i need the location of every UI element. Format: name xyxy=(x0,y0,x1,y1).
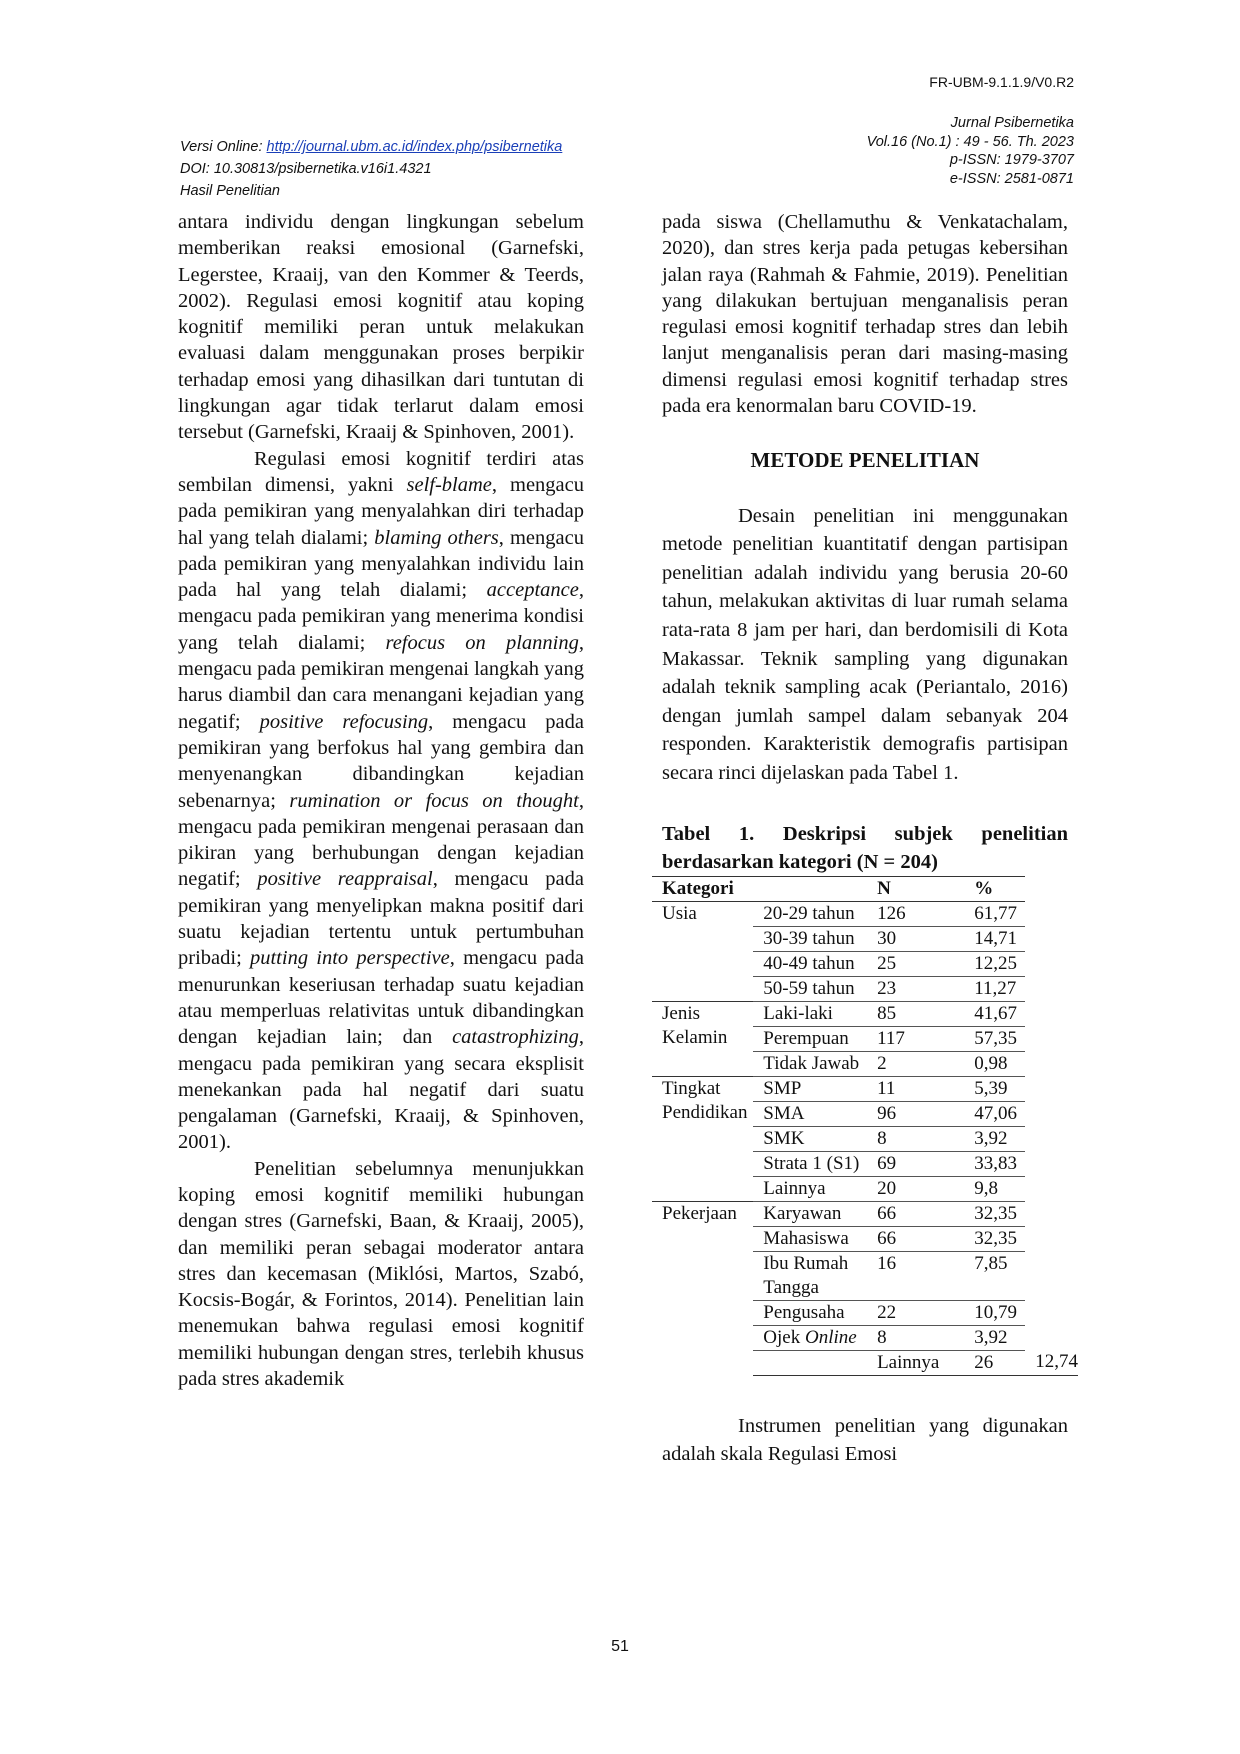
table-caption: Tabel 1. Deskripsi subjek penelitian berdasarkan kategori (N = 204) xyxy=(662,822,1068,873)
cell-pct: 33,83 xyxy=(964,1151,1025,1176)
cell-pct: 32,35 xyxy=(964,1226,1025,1251)
term-rumination: rumination or focus on thought xyxy=(289,789,579,812)
cell-n: 20 xyxy=(867,1176,964,1201)
cell-pct: 14,71 xyxy=(964,926,1025,951)
cell-pct: 5,39 xyxy=(964,1076,1025,1101)
cell-sub: 50-59 tahun xyxy=(753,976,867,1001)
version-label: Versi Online: xyxy=(180,139,267,155)
cell-sub: Strata 1 (S1) xyxy=(753,1151,867,1176)
header-left xyxy=(180,136,562,202)
article-type: Hasil Penelitian xyxy=(180,183,280,199)
left-paragraph-2: Regulasi emosi kognitif terdiri atas sembilan dimensi, yakni self-blame, mengacu pada pemikiran yang menyalahkan diri terhadap hal yang telah dialami; blaming others, mengacu pada pemikiran yang menyalahkan individu lain pada hal yang telah dialami; acceptance, mengacu pada pemikiran yang menerima kondisi yang telah dialami; refocus on planning, mengacu pada pemikiran mengenai langkah yang harus diambil dan cara menangani kejadian yang negatif; positive refocusing, mengacu pada pemikiran yang berfokus hal yang gembira dan menyenangkan dibandingkan kejadian sebenarnya; rumination or focus on thought, mengacu pada pemikiran mengenai perasaan dan pikiran yang berhubungan dengan kejadian negatif; positive reappraisal, mengacu pada pemikiran yang menyelipkan makna positif dari suatu kejadian tertentu untuk pertumbuhan pribadi; putting into perspective, mengacu pada menurunkan keseriusan terhadap suatu kejadian atau memperluas relativitas untuk dibandingkan dengan kejadian lain; dan catastrophizing, mengacu pada pemikiran yang secara eksplisit menekankan pada hal negatif dari suatu pengalaman (Garnefski, Kraaij, & Spinhoven, 2001). xyxy=(178,447,584,1154)
term-self-blame: self-blame xyxy=(406,473,492,496)
group-label: Pekerjaan xyxy=(652,1201,753,1375)
term-refocus-on-planning: refocus on planning xyxy=(385,631,579,654)
table-row xyxy=(652,901,1078,926)
cell-pct: 12,74 xyxy=(1025,1350,1078,1375)
cell-n: 66 xyxy=(867,1226,964,1251)
term-acceptance: acceptance xyxy=(486,579,579,602)
cell-pct: 9,8 xyxy=(964,1176,1025,1201)
cell-pct: 41,67 xyxy=(964,1001,1025,1026)
term-blaming-others: blaming others xyxy=(374,526,499,549)
cell-n: 30 xyxy=(867,926,964,951)
cell-n: 8 xyxy=(867,1325,964,1350)
e-issn: e-ISSN: 2581-0871 xyxy=(949,170,1074,187)
volume-info: Vol.16 (No.1) : 49 - 56. Th. 2023 xyxy=(866,133,1074,150)
form-code: FR-UBM-9.1.1.9/V0.R2 xyxy=(929,74,1074,90)
table-header-row xyxy=(652,876,1078,901)
cell-n: 23 xyxy=(867,976,964,1001)
cell-pct: 10,79 xyxy=(964,1300,1025,1325)
term-catastrophizing: catastrophizing xyxy=(452,1026,579,1049)
cell-sub: Karyawan xyxy=(753,1201,867,1226)
group-label: Usia xyxy=(652,901,753,1001)
cell-sub: 30-39 tahun xyxy=(753,926,867,951)
cell-sub: Lainnya xyxy=(867,1350,964,1375)
cell-sub: Ojek Online xyxy=(753,1325,867,1350)
term-positive-refocusing: positive refocusing xyxy=(259,710,429,733)
cell-n: 25 xyxy=(867,951,964,976)
cell-n: 69 xyxy=(867,1151,964,1176)
cell-n: 16 xyxy=(867,1251,964,1300)
header-kategori: Kategori xyxy=(652,876,867,901)
cell-pct: 61,77 xyxy=(964,901,1025,926)
right-column xyxy=(662,209,1078,1469)
cell-pct: 32,35 xyxy=(964,1201,1025,1226)
table-row xyxy=(652,1076,1078,1101)
cell-pct: 7,85 xyxy=(964,1251,1025,1300)
cell-sub: Mahasiswa xyxy=(753,1226,867,1251)
cell-sub: SMA xyxy=(753,1101,867,1126)
left-paragraph-1: antara individu dengan lingkungan sebelum memberikan reaksi emosional (Garnefski, Legerstee, Kraaij, van den Kommer & Teerds, 2002). Regulasi emosi kognitif atau koping kognitif memiliki peran untuk melakukan evaluasi dalam menggunakan proses berpikir terhadap emosi yang dihasilkan dari tuntutan di lingkungan agar tidak terlarut dalam emosi tersebut (Garnefski, Kraaij & Spinhoven, 2001). xyxy=(178,211,584,444)
cell-n: 66 xyxy=(867,1201,964,1226)
cell-sub: Perempuan xyxy=(753,1026,867,1051)
cell-sub: 20-29 tahun xyxy=(753,901,867,926)
cell-n: 96 xyxy=(867,1101,964,1126)
table-row xyxy=(652,1201,1078,1226)
cell-n: 2 xyxy=(867,1051,964,1076)
cell-n: 26 xyxy=(964,1350,1025,1375)
journal-name: Jurnal Psibernetika xyxy=(950,115,1074,131)
cell-sub: SMP xyxy=(753,1076,867,1101)
section-heading: METODE PENELITIAN xyxy=(750,448,980,473)
cell-pct: 0,98 xyxy=(964,1051,1025,1076)
cell-pct: 12,25 xyxy=(964,951,1025,976)
header-n: N xyxy=(867,876,964,901)
p-issn: p-ISSN: 1979-3707 xyxy=(949,152,1074,168)
term-positive-reappraisal: positive reappraisal xyxy=(257,868,433,891)
right-paragraph-1: pada siswa (Chellamuthu & Venkatachalam, 2020), dan stres kerja pada petugas kebersihan jalan raya (Rahmah & Fahmie, 2019). Penelitian yang dilakukan bertujuan menganalisis peran regulasi emosi kognitif terhadap stres dan lebih lanjut menganalisis peran dari masing-masing dimensi regulasi emosi kognitif terhadap stres pada era kenormalan baru COVID-19. xyxy=(662,211,1068,418)
cell-sub: Ibu Rumah Tangga xyxy=(753,1251,867,1300)
cell-pct: 11,27 xyxy=(964,976,1025,1001)
page-number: 51 xyxy=(611,1638,629,1655)
header-pct: % xyxy=(964,876,1025,901)
cell-n: 11 xyxy=(867,1076,964,1101)
cell-sub: Lainnya xyxy=(753,1176,867,1201)
cell-sub: Pengusaha xyxy=(753,1300,867,1325)
cell-sub: Laki-laki xyxy=(753,1001,867,1026)
left-paragraph-3: Penelitian sebelumnya menunjukkan koping emosi kognitif memiliki hubungan dengan stres (Garnefski, Baan, & Kraaij, 2005), dan memiliki peran sebagai moderator antara stres dan kecemasan (Miklósi, Martos, Szabó, Kocsis-Bogár, & Forintos, 2014). Penelitian lain menemukan bahwa regulasi emosi kognitif memiliki hubungan dengan stres, terlebih khusus pada stres akademik xyxy=(178,1157,584,1391)
cell-pct: 47,06 xyxy=(964,1101,1025,1126)
cell-pct: 57,35 xyxy=(964,1026,1025,1051)
term-putting-into-perspective: putting into perspective xyxy=(249,947,450,970)
journal-link[interactable]: http://journal.ubm.ac.id/index.php/psibernetika xyxy=(266,139,563,155)
demographics-table xyxy=(652,876,1078,1376)
header-right xyxy=(867,114,1074,188)
cell-pct: 3,92 xyxy=(964,1325,1025,1350)
cell-n: 22 xyxy=(867,1300,964,1325)
cell-n: 117 xyxy=(867,1026,964,1051)
cell-n: 126 xyxy=(867,901,964,926)
version-online xyxy=(180,136,562,158)
cell-sub: Tidak Jawab xyxy=(753,1051,867,1076)
doi: DOI: 10.30813/psibernetika.v16i1.4321 xyxy=(180,161,432,177)
right-paragraph-2: Desain penelitian ini menggunakan metode penelitian kuantitatif dengan partisipan penelitian adalah individu yang berusia 20-60 tahun, melakukan aktivitas di luar rumah selama rata-rata 8 jam per hari, dan berdomisili di Kota Makassar. Teknik sampling yang digunakan adalah teknik sampling acak (Periantalo, 2016) dengan jumlah sampel dalam sebanyak 204 responden. Karakteristik demografis partisipan secara rinci dijelaskan pada Tabel 1. xyxy=(662,504,1068,785)
cell-n: 8 xyxy=(867,1126,964,1151)
group-label: Jenis Kelamin xyxy=(652,1001,753,1076)
left-column xyxy=(178,209,584,1392)
cell-sub: SMK xyxy=(753,1126,867,1151)
group-label: Tingkat Pendidikan xyxy=(652,1076,753,1201)
cell-sub: 40-49 tahun xyxy=(753,951,867,976)
table-row xyxy=(652,1001,1078,1026)
cell-n: 85 xyxy=(867,1001,964,1026)
cell-pct: 3,92 xyxy=(964,1126,1025,1151)
right-paragraph-3: Instrumen penelitian yang digunakan adalah skala Regulasi Emosi xyxy=(662,1414,1068,1466)
